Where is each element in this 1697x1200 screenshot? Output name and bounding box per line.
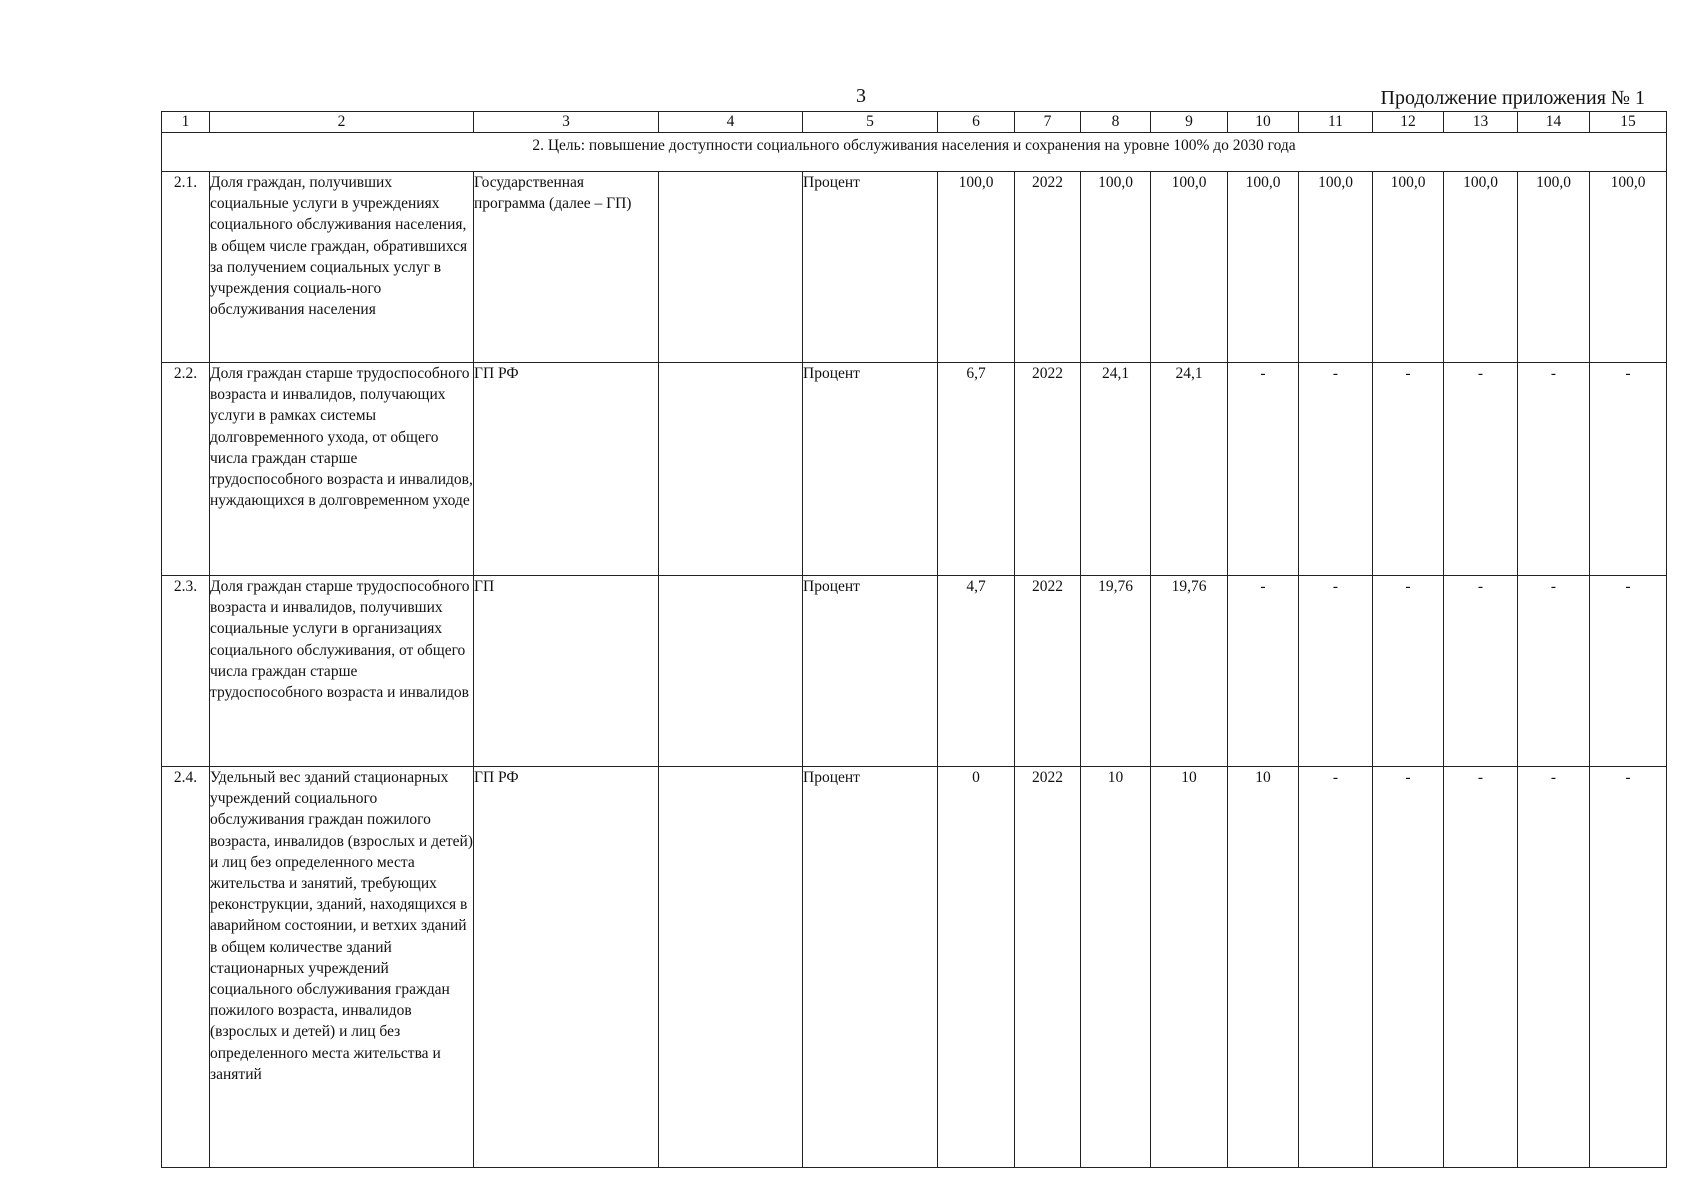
indicator-value: 10 [1081,767,1151,1168]
column-number: 2 [210,112,474,133]
indicator-value: 100,0 [1373,172,1444,363]
indicator-value: 19,76 [1081,576,1151,767]
column-number: 4 [659,112,803,133]
indicator-number: 2.3. [162,576,210,767]
indicator-value: - [1299,767,1373,1168]
indicator-value: 2022 [1015,767,1081,1168]
column-number: 12 [1373,112,1444,133]
indicator-col4 [659,576,803,767]
indicators-table [161,111,1667,1168]
indicator-unit: Процент [803,767,938,1168]
column-number: 3 [474,112,659,133]
table-row [162,576,1667,767]
indicator-value: 4,7 [938,576,1015,767]
indicator-name: Удельный вес зданий стационарных учреждений социального обслуживания граждан пожилого возраста, инвалидов (взрослых и детей) и лиц без определенного места жительства и занятий, требующих реконструкции, зданий, находящихся в аварийном состоянии, и ветхих зданий в общем количестве зданий стационарных учреждений социального обслуживания граждан пожилого возраста, инвалидов (взрослых и детей) и лиц без определенного места жительства и занятий [210,767,474,1168]
indicator-value: 2022 [1015,576,1081,767]
indicator-unit: Процент [803,172,938,363]
goal-heading: 2. Цель: повышение доступности социального обслуживания населения и сохранения на уровне 100% до 2030 года [162,133,1667,172]
column-number: 13 [1444,112,1518,133]
indicator-value: 100,0 [1228,172,1299,363]
table-row [162,363,1667,576]
indicator-value: 100,0 [1590,172,1667,363]
indicator-name: Доля граждан старше трудоспособного возраста и инвалидов, получающих услуги в рамках системы долговременного ухода, от общего числа граждан старше трудоспособного возраста и инвалидов, нуждающихся в долговременном уходе [210,363,474,576]
column-number: 9 [1151,112,1228,133]
indicator-value: 100,0 [1518,172,1590,363]
indicator-value: - [1590,576,1667,767]
indicator-name: Доля граждан старше трудоспособного возраста и инвалидов, получивших социальные услуги в организациях социального обслуживания, от общего числа граждан старше трудоспособного возраста и инвалидов [210,576,474,767]
column-number: 15 [1590,112,1667,133]
indicator-col4 [659,172,803,363]
column-number: 1 [162,112,210,133]
column-number: 6 [938,112,1015,133]
indicator-col4 [659,363,803,576]
indicator-value: 100,0 [1151,172,1228,363]
indicator-value: - [1590,363,1667,576]
indicator-value: 19,76 [1151,576,1228,767]
indicator-value: - [1444,576,1518,767]
indicator-name: Доля граждан, получивших социальные услуги в учреждениях социального обслуживания населения, в общем числе граждан, обратившихся за получением социальных услуг в учреждения социаль-ного обслуживания населения [210,172,474,363]
indicator-value: - [1373,363,1444,576]
indicator-value: - [1444,767,1518,1168]
indicator-source: ГП [474,576,659,767]
indicator-source: ГП РФ [474,767,659,1168]
indicator-value: 24,1 [1151,363,1228,576]
indicator-value: - [1518,363,1590,576]
indicator-value: 2022 [1015,363,1081,576]
column-number: 7 [1015,112,1081,133]
indicator-number: 2.1. [162,172,210,363]
indicator-value: 100,0 [1299,172,1373,363]
column-number: 11 [1299,112,1373,133]
indicator-number: 2.2. [162,363,210,576]
indicator-source: Государственная программа (далее – ГП) [474,172,659,363]
column-number: 14 [1518,112,1590,133]
column-number: 10 [1228,112,1299,133]
indicator-unit: Процент [803,363,938,576]
indicator-value: 100,0 [1081,172,1151,363]
indicator-value: 100,0 [1444,172,1518,363]
column-number: 8 [1081,112,1151,133]
indicator-value: - [1299,363,1373,576]
indicator-value: 10 [1228,767,1299,1168]
indicator-unit: Процент [803,576,938,767]
indicator-value: - [1228,576,1299,767]
indicator-value: 100,0 [938,172,1015,363]
indicator-value: 0 [938,767,1015,1168]
indicator-value: - [1299,576,1373,767]
goal-row [162,133,1667,172]
indicator-value: - [1373,767,1444,1168]
indicator-value: - [1373,576,1444,767]
indicator-value: - [1590,767,1667,1168]
indicator-value: 6,7 [938,363,1015,576]
table-row [162,172,1667,363]
indicator-value: - [1228,363,1299,576]
column-number: 5 [803,112,938,133]
indicator-value: - [1518,576,1590,767]
indicator-value: 24,1 [1081,363,1151,576]
indicator-value: 2022 [1015,172,1081,363]
indicator-value: - [1444,363,1518,576]
continuation-label: Продолжение приложения № 1 [1380,87,1645,109]
page-number: 3 [856,85,866,107]
indicator-col4 [659,767,803,1168]
table-row [162,767,1667,1168]
indicator-number: 2.4. [162,767,210,1168]
indicator-value: 10 [1151,767,1228,1168]
indicator-source: ГП РФ [474,363,659,576]
column-number-row [162,112,1667,133]
indicator-value: - [1518,767,1590,1168]
